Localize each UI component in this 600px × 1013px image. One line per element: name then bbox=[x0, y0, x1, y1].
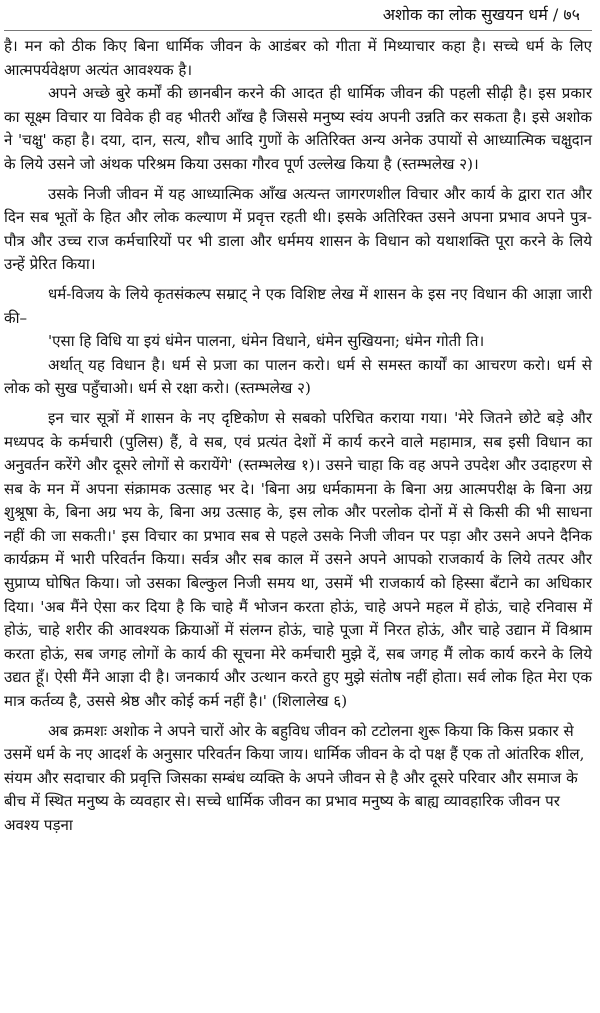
paragraph-four-sutras: इन चार सूत्रों में शासन के नए दृष्टिकोण से सबको परिचित कराया गया। 'मेरे जितने छोटे बड़े और मध्यपद के कर्मचारी (पुलिस) हैं, वे सब, एवं प्रत्यंत देशों में कार्य करने वाले महामात्र, सब इसी विधान का अनुवर्तन करेंगे और दूसरे लोगों से करायेंगे' (स्तम्भलेख १)। उसने चाहा कि वह अपने उपदेश और उदाहरण से सब के मन में अपना संक्रामक उत्साह भर दे। 'बिना अग्र धर्मकामना के बिना अग्र आत्मपरीक्ष के बिना अग्र शुश्रूषा के, बिना अग्र भय के, बिना अग्र उत्साह के, इस लोक और परलोक दोनों में से किसी की भी साधना नहीं की जा सकती।' इस विचार का प्रभाव सब से पहले उसके निजी जीवन पर पड़ा और उसने अपने दैनिक कार्यक्रम में भारी परिवर्तन किया। सर्वत्र और सब काल में उसने अपने आपको राजकार्य के लिये तत्पर और सुप्राप्य घोषित किया। जो उसका बिल्कुल निजी समय था, उसमें भी राजकार्य को हिस्सा बँटाने का अधिकार दिया। 'अब मैंने ऐसा कर दिया है कि चाहे मैं भोजन करता होऊं, चाहे अपने महल में होऊं, चाहे रनिवास में होऊं, चाहे शरीर की आवश्यक क्रियाओं में संलग्न होऊं, चाहे पूजा में निरत होऊं, और चाहे उद्यान में विश्राम करता होऊं, सब जगह लोगों के कार्य की सूचना मेरे कर्मचारी मुझे दें, सब जगह मैं लोक कार्य करने के लिये उद्यत हूँ। ऐसी मैंने आज्ञा दी है। जनकार्य और उत्थान करते हुए मुझे संतोष नहीं होता। सर्व लोक हित मेरा एक मात्र कर्तव्य है, उससे श्रेष्ठ और कोई कर्म नहीं है।' (शिलालेख ६) bbox=[4, 408, 592, 711]
edict-quote: 'एसा हि विधि या इयं धंमेन पालना, धंमेन विधाने, धंमेन सुखियना; धंमेन गोती ति। bbox=[48, 332, 485, 351]
running-header: अशोक का लोक सुखयन धर्म / ७५ bbox=[382, 5, 580, 24]
paragraph-social-life: अब क्रमशः अशोक ने अपने चारों ओर के बहुविध जीवन को टटोलना शुरू किया कि किस प्रकार से उसमें धर्म के नए आदर्श के अनुसार परिवर्तन किया जाय। धार्मिक जीवन के दो पक्ष हैं एक तो आंतरिक शील, संयम और सदाचार की प्रवृत्ति जिसका सम्बंध व्यक्ति के अपने जीवन से है और दूसरे परिवार और समाज के बीच में स्थित मनुष्य के व्यवहार से। सच्चे धार्मिक जीवन का प्रभाव मनुष्य के बाह्य व्यावहारिक जीवन पर अवश्य पड़ना bbox=[4, 721, 585, 834]
header-rule bbox=[4, 30, 592, 31]
paragraph-inner-eye: उसके निजी जीवन में यह आध्यात्मिक आँख अत्यन्त जागरणशील विचार और कार्य के द्वारा रात और दिन सब भूतों के हित और लोक कल्याण में प्रवृत्त रहती थी। इसके अतिरिक्त उसने अपना प्रभाव अपने पुत्र-पौत्र और उच्च राज कर्मचारियों पर भी डाला और धर्ममय शासन के विधान को यथाशक्ति पूरा करने के लिये उन्हें प्रेरित किया। bbox=[4, 184, 592, 274]
paragraph-continuation: है। मन को ठीक किए बिना धार्मिक जीवन के आडंबर को गीता में मिथ्याचार कहा है। सच्चे धर्म के लिए आत्मपर्यवेक्षण अत्यंत आवश्यक है। bbox=[4, 37, 592, 79]
paragraph-introspection: अपने अच्छे बुरे कर्मों की छानबीन करने की आदत ही धार्मिक जीवन की पहली सीढ़ी है। इस प्रकार का सूक्ष्म विचार या विवेक ही वह भीतरी आँख है जिससे मनुष्य स्वंय अपनी उन्नति कर सकता है। इसे अशोक ने 'चक्षु' कहा है। दया, दान, सत्य, शौच आदि गुणों के अतिरिक्त अन्य अनेक उपायों से आध्यात्मिक चक्षुदान के लिये उसने जो अंथक परिश्रम किया उसका गौरव पूर्ण उल्लेख किया है (स्तम्भलेख २)। bbox=[4, 84, 592, 173]
paragraph-dharma-vijay: धर्म-विजय के लिये कृतसंकल्प सम्राट् ने एक विशिष्ट लेख में शासन के इस नए विधान की आज्ञा जारी की– bbox=[4, 284, 592, 327]
paragraph-meaning: अर्थात् यह विधान है। धर्म से प्रजा का पालन करो। धर्म से समस्त कार्यों का आचरण करो। धर्म से लोक को सुख पहुँचाओ। धर्म से रक्षा करो। (स्तम्भलेख २) bbox=[4, 355, 592, 398]
